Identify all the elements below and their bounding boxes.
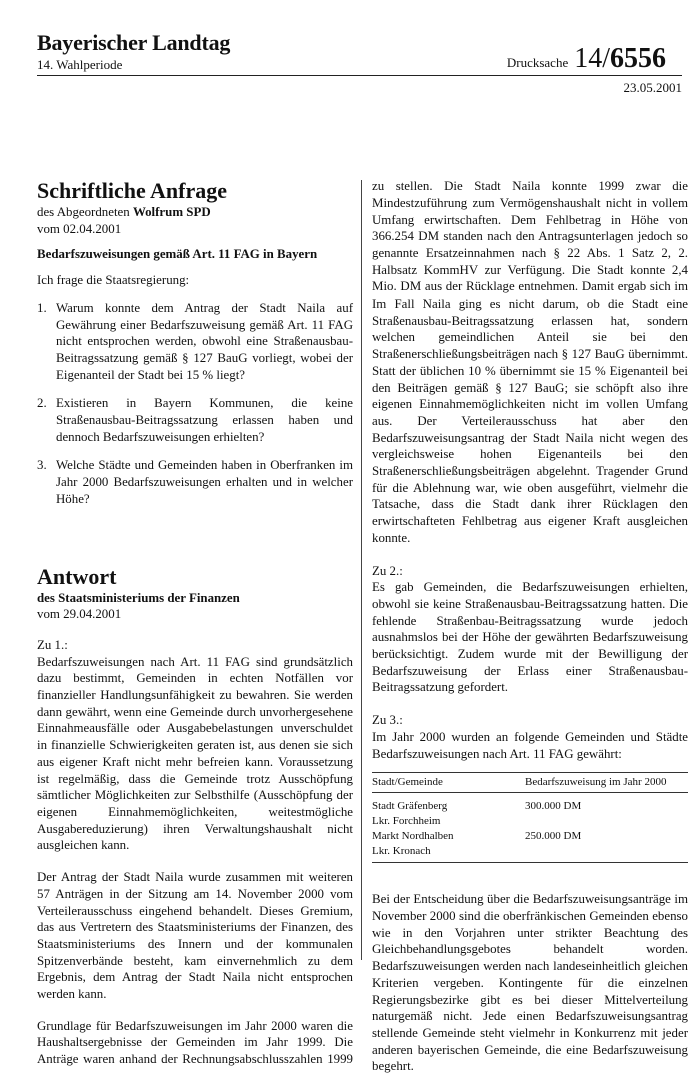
bedarfszuweisung-table xyxy=(372,772,688,863)
column-divider xyxy=(361,180,362,960)
zu1-paragraph-3: Grundlage für Bedarfszuweisungen im Jahr 2000 waren die Haushaltsergebnisse der Gemeinden im Jahr 1999. Die Anträge waren anhand der Rechnungsabschlusszahlen 1999 xyxy=(37,1018,353,1067)
question-number: 3. xyxy=(37,458,47,473)
right-column xyxy=(372,178,688,1075)
closing-paragraph: Bei der Entscheidung über die Bedarfszuweisungsanträge im November 2000 sind die oberfränkischen Gemeinden ebenso wie in den Vorjahren unter strikter Beachtung des Gleichbehandlungsgebotes behandelt worden. Bedarfszuweisungen werden nach landeseinheitlich gleichen Kriterien vergeben. Kontingente für die einzelnen Regierungsbezirke gibt es bei dieser Mittelverteilung naturgemäß nicht. Jede einen Bedarfszuweisungsantrag stellende Gemeinde steht vielmehr in Konkurrenz mit jeder anderen bayerischen Gemeinde, die eine Bedarfszuweisung begehrt. xyxy=(372,892,688,1074)
legislative-period: 14. Wahlperiode xyxy=(37,57,123,72)
document-date: 23.05.2001 xyxy=(623,80,682,95)
header-divider xyxy=(37,75,682,76)
zu3-heading: Zu 3.: xyxy=(372,713,403,728)
municipality-cell: Markt Nordhalben xyxy=(372,830,454,843)
zu2-text: Es gab Gemeinden, die Bedarfszuweisungen erhielten, obwohl sie keine Straßenausbau-Beitragssatzung hatten. Die fehlende Straßenbau-Beitragssatzung wurde jedoch ausnahmslos bei der Höhe der gewährten Bedarfszuweisung berücksichtigt. Zudem wurde mit der Bewilligung der Bedarfszuweisung der Erlass einer Straßenausbau-Beitragssatzung gefordert. xyxy=(372,580,688,695)
zu1-paragraph-3-overflow: zu stellen. Die Stadt Naila konnte 1999 zwar die Mindestzuführung zum Vermögenshaushalt nicht in vollem Umfang erwirtschaften. Dem Fehlbetrag in Höhe von 366.254 DM standen nach den Antragsunterlagen jedoch so genannte Ersatzeinnahmen nach § 22 Abs. 1 Satz 2, 2. Halbsatz KommHV zur Verfügung. Die Stadt konnte 2,4 Mio. DM aus der Rücklage entnehmen. Damit ergab sich im xyxy=(372,179,688,294)
drucksache-label: Drucksache xyxy=(506,55,569,70)
zu1-paragraph-4: Im Fall Naila ging es nicht darum, ob die Stadt eine Straßenausbau-Beitragssatzung erlassen hat, sondern welchen gemeindlichen Anteil sie bei den Straßenerschließungsbeiträgen nach § 127 BauG übernimmt. Statt der üblichen 10 % übernimmt sie 15 % Eigenanteil bei den Beiträgen gemäß § 127 BauG; sie schöpft also ihre eigenen Einnahmemöglichkeiten nicht im vollen Umfang aus. Der Verteilerausschuss hat aber den Bedarfszuweisungsantrag der Stadt Naila nicht wegen des vergleichsweise hohen Eigenanteils bei den Straßenerschließungsbeiträgen abgelehnt. Tragender Grund für die Ablehnung war, wie oben ausgeführt, vielmehr die Tatsache, dass die Stadt dank ihrer Rücklagen den erwirtschafteten Fehlbetrag aus eigener Kraft ausgleichen konnte. xyxy=(372,297,688,545)
anfrage-title: Schriftliche Anfrage xyxy=(37,178,228,203)
table-row xyxy=(372,844,688,863)
question-text: Existieren in Bayern Kommunen, die keine Straßenausbau-Beitragssatzung erlassen haben und dennoch Bedarfszuweisungen erhielten? xyxy=(56,396,353,444)
anfrage-author xyxy=(37,204,353,221)
author-prefix: des Abgeordneten xyxy=(37,205,133,219)
question-list xyxy=(37,300,353,508)
left-column xyxy=(37,178,353,1068)
table-row xyxy=(372,793,688,815)
antwort-date: vom 29.04.2001 xyxy=(37,607,122,622)
anfrage-date: vom 02.04.2001 xyxy=(37,221,122,236)
municipality-cell: Lkr. Forchheim xyxy=(372,815,441,828)
anfrage-intro: Ich frage die Staatsregierung: xyxy=(37,273,190,288)
publisher-title: Bayerischer Landtag xyxy=(37,30,231,55)
column-header: Bedarfszuweisung im Jahr 2000 xyxy=(525,776,667,789)
municipality-cell: Lkr. Kronach xyxy=(372,845,431,858)
amount-cell xyxy=(525,844,688,863)
amount-cell: 250.000 DM xyxy=(525,830,582,843)
question-number: 1. xyxy=(37,300,47,315)
question-text: Welche Städte und Gemeinden haben in Oberfranken im Jahr 2000 Bedarfszuweisungen erhalten und in welcher Höhe? xyxy=(56,458,353,506)
zu1-heading: Zu 1.: xyxy=(37,637,68,652)
table-header-row xyxy=(372,773,688,793)
antwort-title: Antwort xyxy=(37,563,117,589)
question-text: Warum konnte dem Antrag der Stadt Naila auf Gewährung einer Bedarfszuweisung gemäß Art. 11 FAG nicht entsprochen werden, obwohl eine Straßenausbau-Beitragssatzung gemäß § 127 BauG vorliegt, wobei der Eigenanteil der Stadt bei 15 % liegt? xyxy=(56,300,353,382)
drucksache-id: 6556 xyxy=(610,43,666,74)
municipality-cell: Stadt Gräfenberg xyxy=(372,800,448,813)
antwort-author: des Staatsministeriums der Finanzen xyxy=(37,590,240,605)
drucksache-prefix: 14/ xyxy=(574,43,610,74)
amount-cell: 300.000 DM xyxy=(525,800,582,813)
drucksache-number xyxy=(507,43,666,75)
zu1-paragraph-3-continued xyxy=(372,178,688,296)
drucksache-value xyxy=(574,43,666,75)
question-item xyxy=(37,300,353,384)
author-name: Wolfrum SPD xyxy=(132,205,211,219)
zu2-heading: Zu 2.: xyxy=(372,563,403,578)
zu1-paragraph-2: Der Antrag der Stadt Naila wurde zusammen mit weiteren 57 Anträgen in der Sitzung am 14. November 2000 vom Verteilerausschuss eingehend behandelt. Dieses Gremium, das aus Vertretern des Staatsministeriums der Finanzen, des Staatsministeriums des Innern und der kommunalen Spitzenverbände besteht, kam einvernehmlich zu dem Ergebnis, dem Antrag der Stadt Naila nicht entsprochen werden kann. xyxy=(37,870,353,1002)
amount-cell xyxy=(525,814,688,829)
question-number: 2. xyxy=(37,396,47,411)
column-header: Stadt/Gemeinde xyxy=(372,776,443,789)
table-row xyxy=(372,829,688,844)
question-item xyxy=(37,457,353,507)
question-item xyxy=(37,395,353,445)
table-row xyxy=(372,814,688,829)
zu1-paragraph-1: Bedarfszuweisungen nach Art. 11 FAG sind grundsätzlich dazu bestimmt, Gemeinden in echten Notfällen vor finanzieller Handlungsunfähigkeit zu bewahren. Sie werden dann gewährt, wenn eine Gemeinde durch unvorhergesehene Einnahmeausfälle oder Ausgabebelastungen unverschuldet in finanzielle Schwierigkeiten geraten ist, aus denen sie sich aus eigener Kraft nicht mehr befreien kann. Voraussetzung ist regelmäßig, dass die Gemeinde trotz Ausschöpfung sämtlicher Möglichkeiten zur Selbsthilfe (Ausschöpfung der eigenen Einnahmemöglichkeiten, weitestmögliche Ausgabereduzierung) ihren Verwaltungshaushalt nicht ausgleichen kann. xyxy=(37,654,353,853)
zu3-text: Im Jahr 2000 wurden an folgende Gemeinden und Städte Bedarfszuweisungen nach Art. 11 FAG gewährt: xyxy=(372,729,688,761)
anfrage-subject: Bedarfszuweisungen gemäß Art. 11 FAG in Bayern xyxy=(37,247,318,262)
